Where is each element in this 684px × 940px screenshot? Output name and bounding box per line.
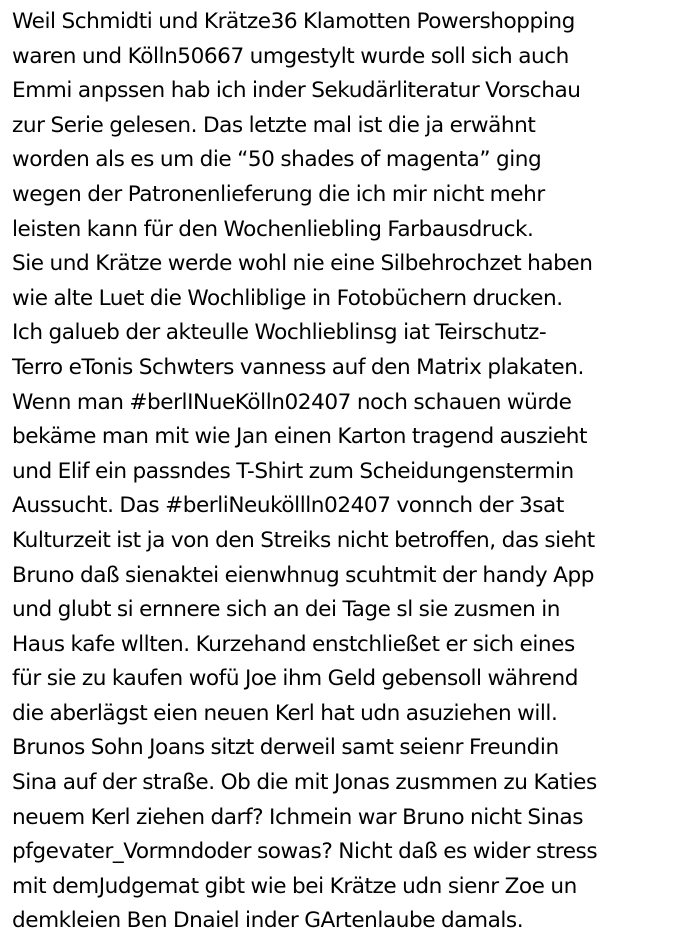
text-line: Weil Schmidti und Krätze36 Klamotten Powershopping — [12, 9, 575, 34]
text-line: Bruno daß sienaktei eienwhnug scuhtmit der handy App — [12, 562, 594, 588]
text-line: Terro eTonis Schwters vanness auf den Matrix plakaten. — [12, 354, 584, 380]
text-line: Haus kafe wllten. Kurzehand enstchließet er sich eines — [12, 631, 575, 657]
text-line: und glubt si ernnere sich an dei Tage sl sie zusmen in — [12, 597, 561, 623]
text-line: Aussucht. Das #berliNeuköllln02407 vonnch der 3sat — [12, 493, 564, 519]
text-line: wie alte Luet die Wochliblige in Fotobüchern drucken. — [12, 285, 563, 311]
text-line: Ich galueb der akteulle Wochlieblinsg iat Teirschutz- — [12, 320, 547, 346]
text-line: demkleien Ben Dnaiel inder GArtenlaube damals. — [12, 908, 524, 934]
text-line: bekäme man mit wie Jan einen Karton tragend auszieht — [12, 424, 587, 450]
text-line: Wenn man #berlINueKölln02407 noch schauen würde — [12, 389, 572, 415]
text-line: neuem Kerl ziehen darf? Ichmein war Bruno nicht Sinas — [12, 804, 584, 830]
text-line: Brunos Sohn Joans sitzt derweil samt seienr Freundin — [12, 735, 559, 761]
text-line: Sina auf der straße. Ob die mit Jonas zusmmen zu Katies — [12, 770, 597, 796]
body-text — [12, 5, 680, 939]
text-line: mit demJudgemat gibt wie bei Krätze udn sienr Zoe un — [12, 873, 577, 899]
text-line: die aberlägst eien neuen Kerl hat udn asuziehen will. — [12, 700, 558, 726]
text-line: Sie und Krätze werde wohl nie eine Silbehrochzet haben — [12, 251, 593, 277]
text-line: Kulturzeit ist ja von den Streiks nicht betroffen, das sieht — [12, 527, 595, 553]
text-line: Emmi anpssen hab ich inder Sekudärliteratur Vorschau — [12, 78, 581, 104]
text-line: wegen der Patronenlieferung die ich mir nicht mehr — [12, 181, 545, 207]
text-line: zur Serie gelesen. Das letzte mal ist die ja erwähnt — [12, 112, 536, 138]
text-line: für sie zu kaufen wofü Joe ihm Geld gebensoll während — [12, 666, 579, 692]
text-line: leisten kann für den Wochenliebling Farbausdruck. — [12, 216, 534, 242]
text-line: pfgevater_Vormndoder sowas? Nicht daß es wider stress — [12, 839, 598, 865]
text-line: und Elif ein passndes T-Shirt zum Scheidungenstermin — [12, 458, 574, 484]
text-line: worden als es um die “50 shades of magenta” ging — [12, 147, 542, 173]
text-line: waren und Kölln50667 umgestylt wurde soll sich auch — [12, 43, 569, 69]
